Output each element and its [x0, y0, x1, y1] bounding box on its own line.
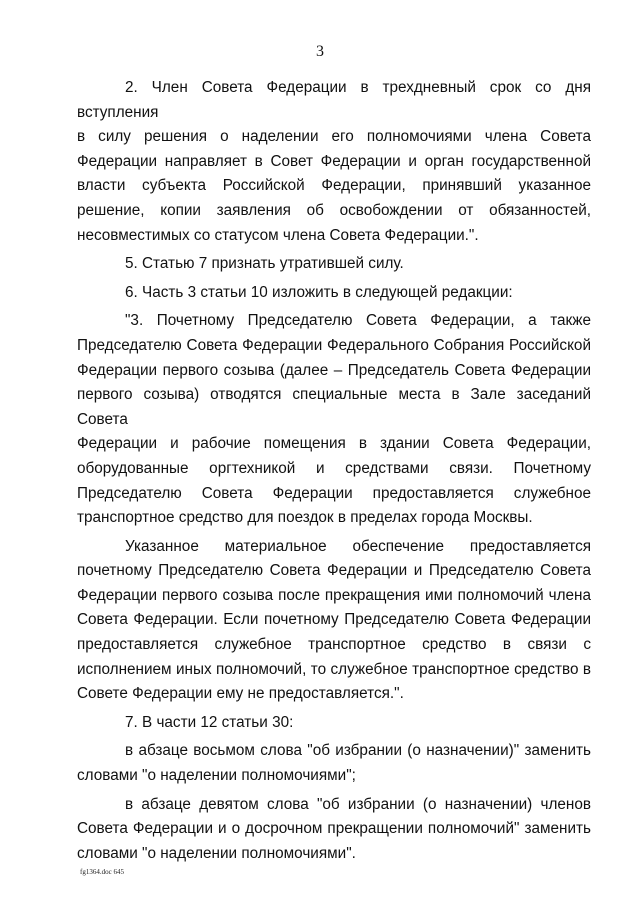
text-line: предоставляется служебное транспортное средство в связи с [77, 636, 591, 654]
page-number: 3 [316, 43, 324, 60]
text-line: Председателю Совета Федерации предоставляется служебное [77, 484, 591, 502]
text-line: 6. Часть 3 статьи 10 изложить в следующей редакции: [125, 283, 513, 301]
text-line: в абзаце девятом слова "об избрании (о назначении) членов [125, 795, 591, 813]
text-line: Совета Федерации. Если почетному Председателю Совета Федерации [77, 611, 591, 629]
text-line: первого созыва) отводятся специальные места в Зале заседаний Совета [77, 386, 591, 428]
text-line: Совете Федерации ему не предоставляется.". [77, 685, 404, 703]
text-line: в абзаце восьмом слова "об избрании (о назначении)" заменить [125, 742, 591, 760]
text-line: Совета Федерации и о досрочном прекращении полномочий" заменить [77, 820, 591, 838]
text-line: 7. В части 12 статьи 30: [125, 713, 294, 731]
text-line: исполнением иных полномочий, то служебное транспортное средство в [77, 660, 591, 678]
text-line: 2. Член Совета Федерации в трехдневный срок со дня вступления [77, 79, 591, 121]
text-line: несовместимых со статусом члена Совета Федерации.". [77, 226, 479, 244]
text-line: Федерации первого созыва после прекращения ими полномочий члена [77, 586, 591, 604]
text-line: в силу решения о наделении его полномочиями члена Совета [77, 128, 591, 146]
text-line: решение, копии заявления об освобождении от обязанностей, [77, 201, 591, 219]
document-body [77, 76, 591, 866]
text-line: власти субъекта Российской Федерации, принявший указанное [77, 177, 591, 195]
text-line: Федерации первого созыва (далее – Председатель Совета Федерации [77, 361, 591, 379]
paragraph-item-5 [77, 252, 591, 277]
text-line: словами "о наделении полномочиями"; [77, 767, 356, 785]
paragraph-item-7 [77, 711, 591, 736]
text-line: "3. Почетному Председателю Совета Федерации, а также [125, 312, 591, 330]
paragraph-item-6 [77, 281, 591, 306]
text-line: Председателю Совета Федерации Федерального Собрания Российской [77, 336, 591, 354]
text-line: Федерации направляет в Совет Федерации и орган государственной [77, 152, 591, 170]
text-line: почетному Председателю Совета Федерации и Председателю Совета [77, 562, 591, 580]
text-line: транспортное средство для поездок в пределах города Москвы. [77, 509, 533, 527]
text-line: Федерации и рабочие помещения в здании Совета Федерации, [77, 435, 591, 453]
paragraph-material-support [77, 535, 591, 707]
text-line: оборудованные оргтехникой и средствами связи. Почетному [77, 459, 591, 477]
paragraph-abzats-8 [77, 739, 591, 788]
text-line: 5. Статью 7 признать утратившей силу. [125, 255, 404, 273]
paragraph-item-2 [77, 76, 591, 248]
paragraph-abzats-9 [77, 793, 591, 867]
text-line: словами "о наделении полномочиями". [77, 844, 356, 862]
footer-filename: fg1364.doc 645 [80, 868, 124, 876]
paragraph-part-3 [77, 309, 591, 530]
text-line: Указанное материальное обеспечение предоставляется [125, 537, 591, 555]
